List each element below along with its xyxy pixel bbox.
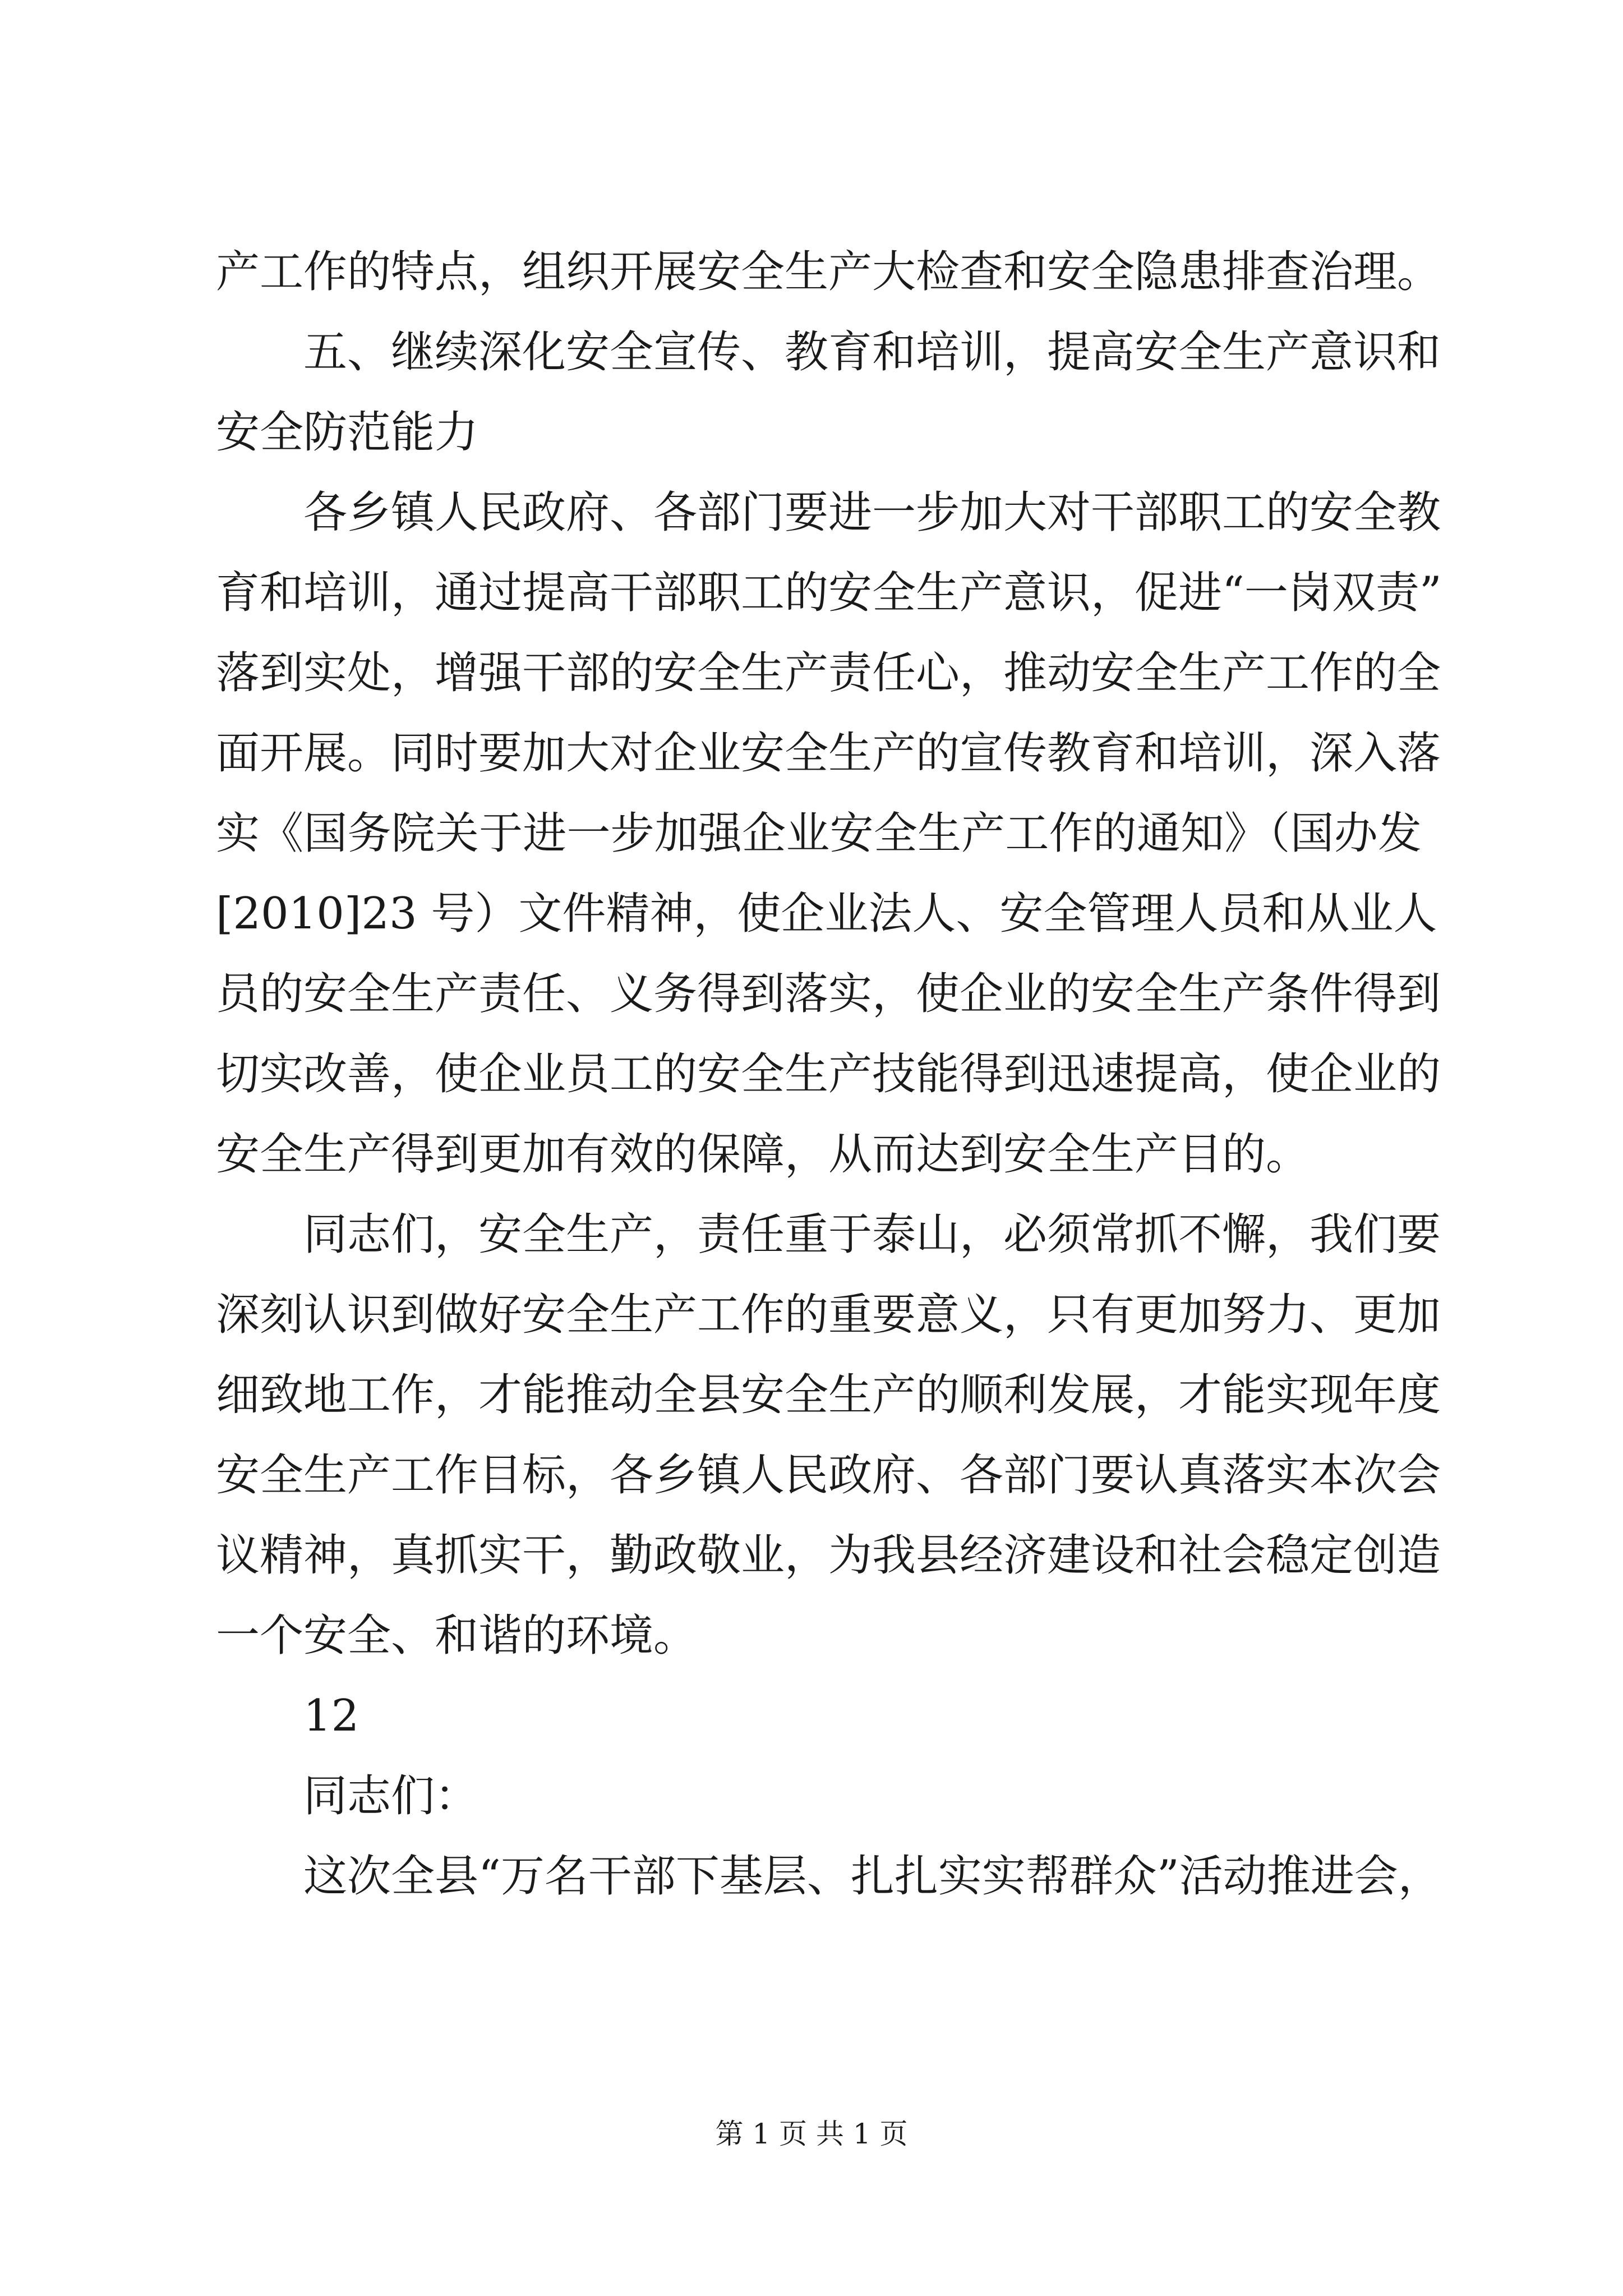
text-line: 一个安全、和谐的环境。 <box>216 1611 698 1661</box>
text-line: 育和培训，通过提高干部职工的安全生产意识，促进“一岗双责” <box>216 568 1442 618</box>
paragraph-first-line: 各乡镇人民政府、各部门要进一步加大对干部职工的安全教 <box>303 487 1441 538</box>
text-line: 深刻认识到做好安全生产工作的重要意义，只有更加努力、更加 <box>216 1290 1441 1340</box>
text-line: 产工作的特点，组织开展安全生产大检查和安全隐患排查治理。 <box>216 247 1441 297</box>
text-line: 议精神，真抓实干，勤政敬业，为我县经济建设和社会稳定创造 <box>216 1530 1441 1581</box>
section-heading-line: 五、继续深化安全宣传、教育和培训，提高安全生产意识和 <box>303 327 1441 378</box>
text-line: [2010]23 号）文件精神，使企业法人、安全管理人员和从业人 <box>216 889 1437 939</box>
paragraph-first-line: 同志们，安全生产，责任重于泰山，必须常抓不懈，我们要 <box>303 1209 1441 1260</box>
text-line: 员的安全生产责任、义务得到落实，使企业的安全生产条件得到 <box>216 969 1441 1019</box>
salutation: 同志们： <box>303 1771 479 1821</box>
section-number: 12 <box>303 1691 359 1741</box>
text-line: 切实改善，使企业员工的安全生产技能得到迅速提高，使企业的 <box>216 1049 1441 1099</box>
text-line: 细致地工作，才能推动全县安全生产的顺利发展，才能实现年度 <box>216 1370 1441 1420</box>
section-heading-line: 安全防范能力 <box>216 407 479 458</box>
page-footer: 第 1 页 共 1 页 <box>715 2118 908 2150</box>
text-line: 安全生产得到更加有效的保障，从而达到安全生产目的。 <box>216 1129 1310 1180</box>
text-line: 实《国务院关于进一步加强企业安全生产工作的通知》（国办发 <box>216 808 1422 859</box>
text-line: 面开展。同时要加大对企业安全生产的宣传教育和培训，深入落 <box>216 728 1441 779</box>
text-line: 安全生产工作目标，各乡镇人民政府、各部门要认真落实本次会 <box>216 1450 1441 1501</box>
paragraph-first-line: 这次全县“万名干部下基层、扎扎实实帮群众”活动推进会， <box>303 1851 1442 1902</box>
text-line: 落到实处，增强干部的安全生产责任心，推动安全生产工作的全 <box>216 648 1441 698</box>
